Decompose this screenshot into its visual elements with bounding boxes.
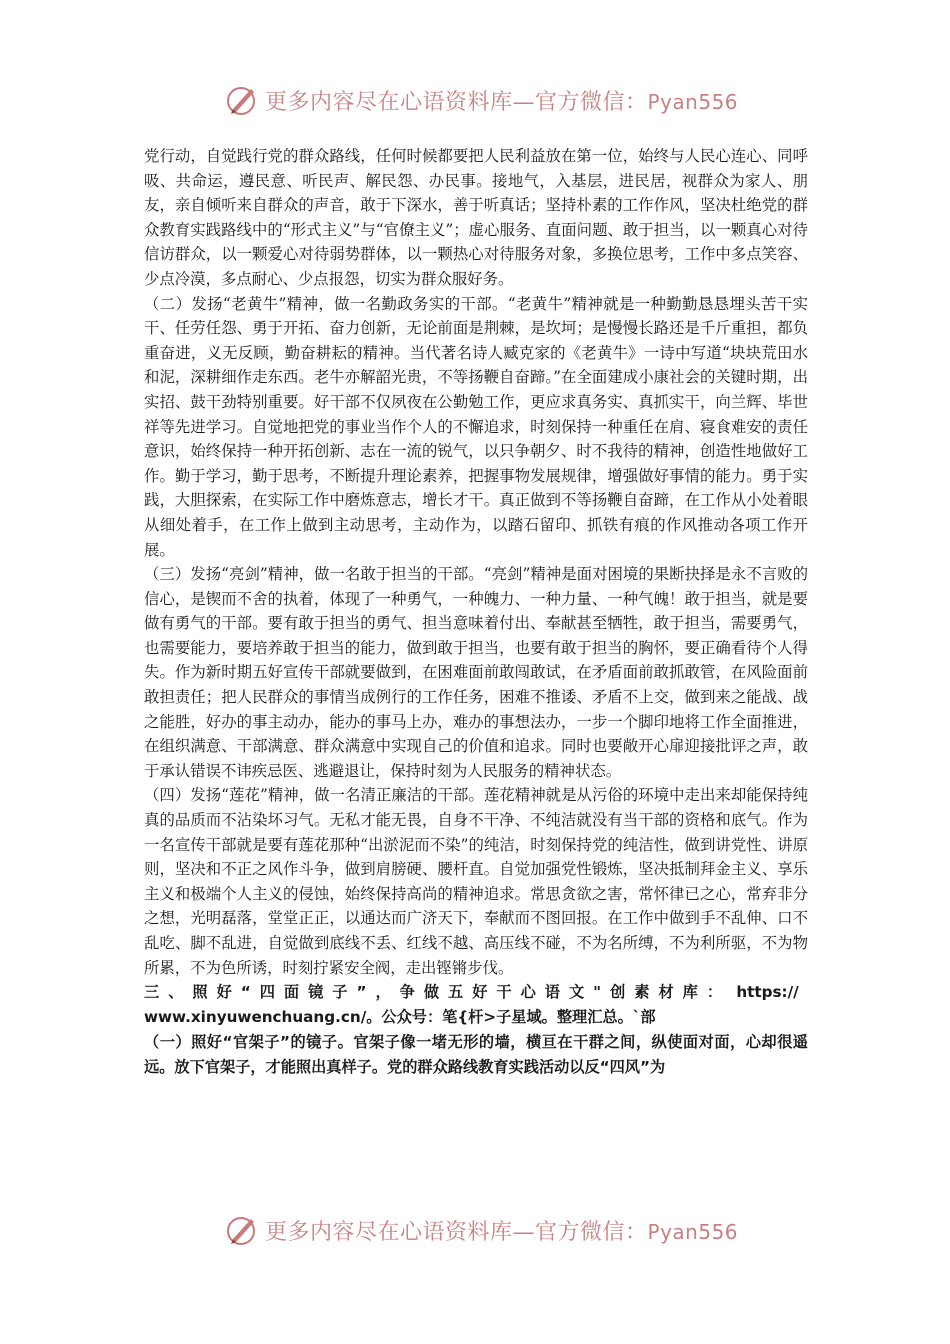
paragraph-3: （三）发扬“亮剑”精神，做一名敢于担当的干部。“亮剑”精神是面对困境的果断抉择是永不言败的信心，是锲而不舍的执着，体现了一种勇气，一种魄力、一种力量、一种气魄！敢于担当，就是要做有勇气的干部。要有敢于担当的勇气、担当意味着付出、奉献甚至牺牲，敢于担当，需要勇气，也需要能力，要培养敢于担当的能力，做到敢于担当，也要有敢于担当的胸怀，要正确看待个人得失。作为新时期五好宣传干部就要做到，在困难面前敢闯敢试，在矛盾面前敢抓敢管，在风险面前敢担责任；把人民群众的事情当成例行的工作任务，困难不推诿、矛盾不上交，做到来之能战、战之能胜，好办的事主动办，能办的事马上办，难办的事想法办，一步一个脚印地将工作全面推进，在组织满意、干部满意、群众满意中实现自己的价值和追求。同时也要敞开心扉迎接批评之声，敢于承认错误不讳疾忌医、逃避退让，保持时刻为人民服务的精神状态。 [144, 565, 808, 780]
header-banner [225, 80, 745, 120]
paragraph-4: （四）发扬“莲花”精神，做一名清正廉洁的干部。莲花精神就是从污俗的环境中走出来却能保持纯真的品质而不沾染坏习气。无私才能无畏，自身不干净、不纯洁就没有当干部的资格和底气。作为一名宣传干部就是要有莲花那种“出淤泥而不染”的纯洁，时刻保持党的纯洁性，做到讲党性、讲原则，坚决和不正之风作斗争，做到肩膀硬、腰杆直。自觉加强党性锻炼，坚决抵制拜金主义、享乐主义和极端个人主义的侵蚀，始终保持高尚的精神追求。常思贪欲之害，常怀律已之心，常弃非分之想，光明磊落，堂堂正正，以通达而广济天下，奉献而不图回报。在工作中做到手不乱伸、口不乱吃、脚不乱进，自觉做到底线不丢、红线不越、高压线不碰，不为名所缚，不为利所驱，不为物所累，不为色所诱，时刻拧紧安全阀，走出铿锵步伐。 [144, 786, 808, 977]
paragraph-2: （二）发扬“老黄牛”精神，做一名勤政务实的干部。“老黄牛”精神就是一种勤勤恳恳埋头苦干实干、任劳任怨、勇于开拓、奋力创新，无论前面是荆棘，是坎坷；是慢慢长路还是千斤重担，都负重奋进，义无反顾，勤奋耕耘的精神。当代著名诗人臧克家的《老黄牛》一诗中写道“块块荒田水和泥，深耕细作走东西。老牛亦解韶光贵，不等扬鞭自奋蹄。”在全面建成小康社会的关键时期，出实招、鼓干劲特别重要。好干部不仅夙夜在公勤勉工作，更应求真务实、真抓实干，向兰辉、毕世祥等先进学习。自觉地把党的事业当作个人的不懈追求，时刻保持一种重任在肩、寝食难安的责任意识，始终保持一种开拓创新、志在一流的锐气，以只争朝夕、时不我待的精神，创造性地做好工作。勤于学习，勤于思考，不断提升理论素养，把握事物发展规律，增强做好事情的能力。勇于实践，大胆探索，在实际工作中磨炼意志，增长才干。真正做到不等扬鞭自奋蹄，在工作从小处着眼从细处着手，在工作上做到主动思考，主动作为，以踏石留印、抓铁有痕的作风推动各项工作开展。 [144, 294, 808, 559]
paragraph-5: （一）照好“官架子”的镜子。官架子像一堵无形的墙，横亘在干群之间，纵使面对面，心却很遥远。放下官架子，才能照出真样子。党的群众路线教育实践活动以反“四风”为 [144, 1033, 808, 1077]
footer-banner-text: 更多内容尽在心语资料库—官方微信：Pyan556 [265, 1219, 739, 1245]
footer-banner [225, 1210, 745, 1250]
section-3-url-line: www.xinyuwenchuang.cn/。公众号：笔{杆>子星域。整理汇总。`部 [144, 1008, 656, 1027]
document-body [144, 144, 808, 1080]
section-3-heading: 三、照好“四面镜子”，争做五好干心语文"创素材库： https:// www.xinyuwenchuang.cn/。公众号：笔{杆>子星域。整理汇总。`部 [144, 983, 799, 1027]
pen-logo-icon [225, 83, 259, 117]
paragraph-1: 党行动，自觉践行党的群众路线，任何时候都要把人民利益放在第一位，始终与人民心连心、同呼吸、共命运，遵民意、听民声、解民怨、办民事。接地气，入基层，进民居，视群众为家人、朋友，亲自倾听来自群众的声音，敢于下深水，善于听真话；坚持朴素的工作作风，坚决杜绝党的群众教育实践路线中的“形式主义”与“官僚主义”；虚心服务、直面问题、敢于担当，以一颗真心对待信访群众，以一颗爱心对待弱势群体，以一颗热心对待服务对象，多换位思考，工作中多点笑容、少点冷漠，多点耐心、少点报怨，切实为群众服好务。 [144, 147, 808, 288]
pen-logo-icon [225, 1213, 259, 1247]
header-banner-text: 更多内容尽在心语资料库—官方微信：Pyan556 [265, 89, 739, 115]
